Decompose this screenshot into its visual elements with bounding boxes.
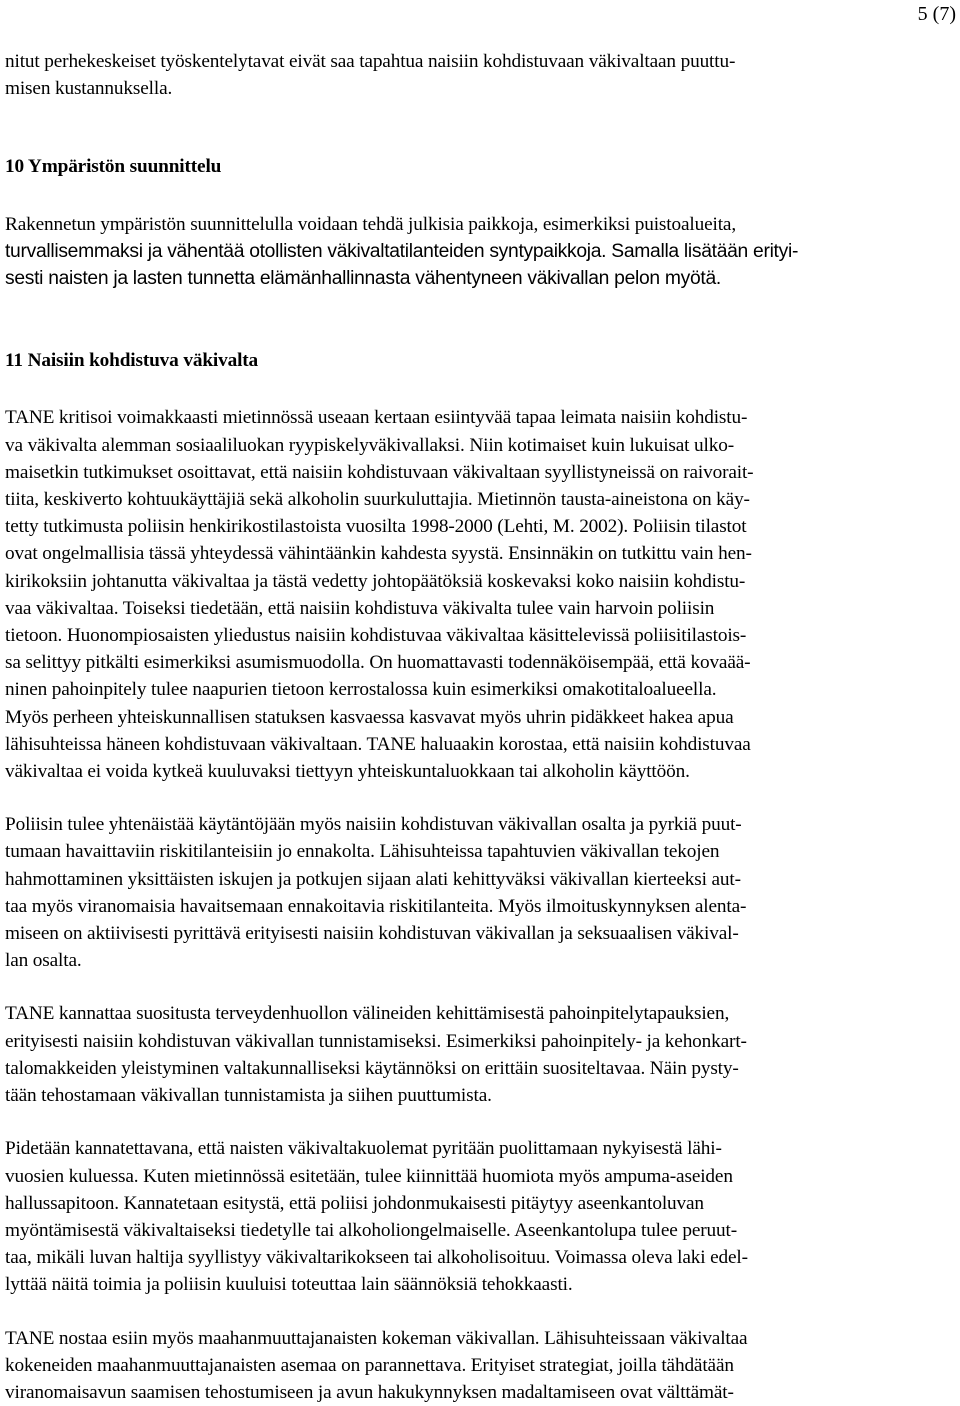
text-line: kokeneiden maahanmuuttajanaisten asemaa on parannettava. Erityiset strategiat, joilla tähdätään	[5, 1354, 734, 1376]
text-line: TANE kritisoi voimakkaasti mietinnössä useaan kertaan esiintyvää tapaa leimata naisiin kohdistu-	[5, 407, 748, 429]
text-line: tumaan havaittaviin riskitilanteisiin jo ennakolta. Lähisuhteissa tapahtuvien väkivallan tekojen	[5, 841, 720, 863]
text-line: va väkivalta alemman sosiaaliluokan ryypiskelyväkivallaksi. Niin kotimaiset kuin lukuisat ulko-	[5, 434, 735, 456]
text-line: kirikoksiin johtanutta väkivaltaa ja tästä vedetty johtopäätöksiä koskevaksi koko naisiin kohdistu-	[5, 570, 746, 592]
text-line: miseen on aktiivisesti pyrittävä erityisesti naisiin kohdistuvan väkivallan ja seksuaalisen väkival-	[5, 923, 739, 945]
text-line: TANE nostaa esiin myös maahanmuuttajanaisten kokeman väkivallan. Lähisuhteissaan väkivaltaa	[5, 1327, 748, 1349]
text-line: tiita, keskiverto kohtuukäyttäjiä sekä alkoholin suurkuluttajia. Mietinnön tausta-aineistona on käy-	[5, 489, 750, 511]
text-line: vaa väkivaltaa. Toiseksi tiedetään, että naisiin kohdistuva väkivalta tulee vain harvoin poliisin	[5, 597, 715, 619]
text-line: Pidetään kannatettavana, että naisten väkivaltakuolemat pyritään puolittamaan nykyisestä lähi-	[5, 1138, 722, 1160]
text-line: taa, mikäli luvan haltija syyllistyy väkivaltarikokseen tai alkoholisoituu. Voimassa oleva laki edel-	[5, 1247, 748, 1269]
text-line: lyttää näitä toimia ja poliisin kuuluisi toteuttaa lain säännöksiä tehokkaasti.	[5, 1274, 573, 1296]
text-line: turvallisemmaksi ja vähentää otollisten väkivaltatilanteiden syntypaikkoja. Samalla lisätään erityi-	[5, 240, 799, 262]
text-line: viranomaisavun saamisen tehostumiseen ja avun hakukynnyksen madaltamiseen ovat välttämät-	[5, 1381, 734, 1403]
text-line: tään tehostamaan väkivallan tunnistamista ja siihen puuttumista.	[5, 1085, 492, 1107]
text-line: tietoon. Huonompiosaisten yliedustus naisiin kohdistuvaa väkivaltaa käsittelevissä poliisitilastois-	[5, 625, 747, 647]
text-line: erityisesti naisiin kohdistuvan väkivallan tunnistamiseksi. Esimerkiksi pahoinpitely- ja kehonkart-	[5, 1030, 747, 1052]
text-line: nitut perhekeskeiset työskentelytavat eivät saa tapahtua naisiin kohdistuvaan väkivaltaan puuttu-	[5, 51, 736, 72]
text-line: vuosien kuluessa. Kuten mietinnössä esitetään, tulee kiinnittää huomiota myös ampuma-aseiden	[5, 1165, 733, 1187]
section-heading: 11 Naisiin kohdistuva väkivalta	[5, 350, 259, 372]
section-11-paragraph-4	[5, 1135, 945, 1298]
text-line: sesti naisten ja lasten tunnetta elämänhallinnasta vähentyneen väkivallan pelon myötä.	[5, 268, 721, 290]
text-line: Myös perheen yhteiskunnallisen statuksen kasvaessa kasvavat myös uhrin pidäkkeet hakea apua	[5, 706, 734, 728]
text-line: sa selittyy pitkälti esimerkiksi asumismuodolla. On huomattavasti todennäköisempää, että kovaää-	[5, 652, 751, 674]
text-line: misen kustannuksella.	[5, 78, 173, 100]
section-11	[5, 347, 945, 1406]
section-heading: 10 Ympäristön suunnittelu	[5, 156, 222, 178]
text-line: talomakkeiden yleistyminen valtakunnalliseksi käytännöksi on erittäin suositeltavaa. Näin pysty-	[5, 1057, 739, 1079]
text-line: lähisuhteissa häneen kohdistuvaan väkivaltaan. TANE haluaakin korostaa, että naisiin kohdistuvaa	[5, 733, 751, 755]
text-line: maisetkin tutkimukset osoittavat, että naisiin kohdistuvaan väkivaltaan syyllistyneissä on raivorait-	[5, 461, 754, 483]
text-line: myöntämisestä väkivaltaiseksi tiedetylle tai alkoholiongelmaiselle. Aseenkantolupa tulee peruut-	[5, 1219, 738, 1241]
document-body	[5, 48, 945, 1406]
text-line: lan osalta.	[5, 950, 82, 972]
section-11-paragraph-5	[5, 1325, 945, 1406]
text-line: Rakennetun ympäristön suunnittelulla voidaan tehdä julkisia paikkoja, esimerkiksi puistoalueita,	[5, 213, 736, 235]
text-line: taa myös viranomaisia havaitsemaan ennakoitavia riskitilanteita. Myös ilmoituskynnyksen alenta-	[5, 895, 747, 917]
section-10	[5, 153, 945, 292]
text-line: hahmottaminen yksittäisten iskujen ja potkujen sijaan alati kehittyväksi väkivallan kierteeksi aut-	[5, 868, 741, 890]
page-number: 5 (7)	[917, 3, 956, 25]
intro-paragraph	[5, 48, 945, 102]
text-line: ovat ongelmallisia tässä yhteydessä vähintäänkin kahdesta syystä. Ensinnäkin on tutkittu vain hen-	[5, 543, 752, 565]
section-11-paragraph-3	[5, 1000, 945, 1109]
text-line: TANE kannattaa suositusta terveydenhuollon välineiden kehittämisestä pahoinpitelytapauksien,	[5, 1003, 730, 1025]
text-line: Poliisin tulee yhtenäistää käytäntöjään myös naisiin kohdistuvan väkivallan osalta ja pyrkiä puut-	[5, 814, 742, 836]
section-11-paragraph-1	[5, 404, 945, 785]
text-line: ninen pahoinpitely tulee naapurien tietoon kerrostalossa kuin esimerkiksi omakotitaloalueella.	[5, 679, 717, 701]
section-11-paragraph-2	[5, 811, 945, 974]
text-line: väkivaltaa ei voida kytkeä kuuluvaksi tiettyyn yhteiskuntaluokkaan tai alkoholin käyttöön.	[5, 761, 690, 783]
text-line: hallussapitoon. Kannatetaan esitystä, että poliisi johdonmukaisesti pitäytyy aseenkantoluvan	[5, 1192, 704, 1214]
text-line: tetty tutkimusta poliisin henkirikostilastoista vuosilta 1998-2000 (Lehti, M. 2002). Poliisin tilastot	[5, 516, 747, 538]
section-10-paragraph	[5, 211, 945, 293]
